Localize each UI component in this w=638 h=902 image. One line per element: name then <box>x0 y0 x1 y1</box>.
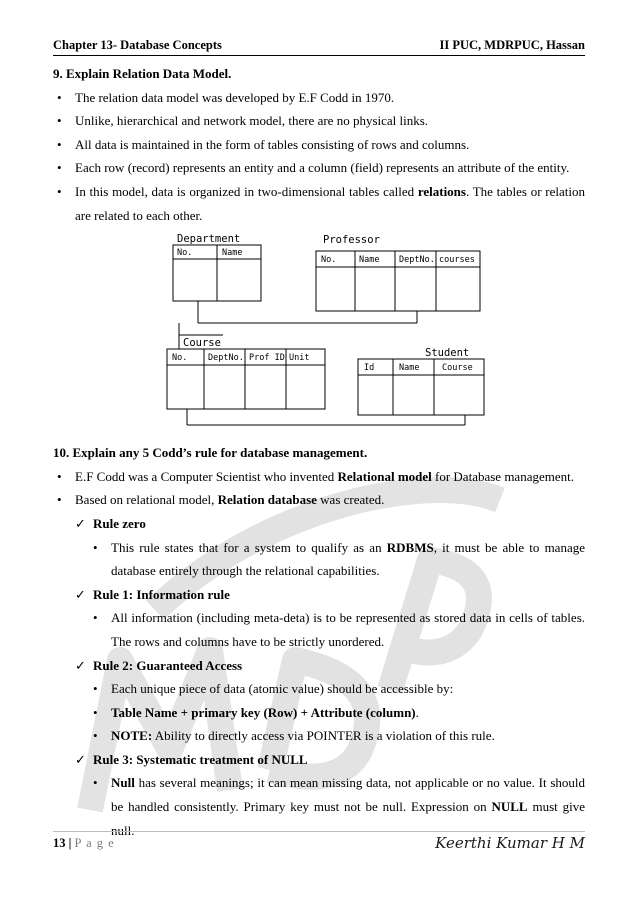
department-col-name: Name <box>222 248 243 259</box>
author-name: Keerthi Kumar H M <box>435 834 585 852</box>
course-col-unit: Unit <box>289 353 310 364</box>
department-col-no: No. <box>177 248 193 259</box>
relation-diagram-svg <box>53 231 585 435</box>
q9-bullet-4: • Each row (record) represents an entity and a column (field) represents an attribute of the entity. <box>53 156 585 180</box>
rule-3-heading: ✓ Rule 3: Systematic treatment of NULL <box>53 748 585 772</box>
student-col-name: Name <box>399 363 420 374</box>
checkmark-icon: ✓ <box>75 657 86 673</box>
page-number: 13 | P a g e <box>53 836 115 850</box>
header-chapter: Chapter 13- Database Concepts <box>53 38 222 52</box>
checkmark-icon: ✓ <box>75 751 86 767</box>
professor-col-no: No. <box>321 255 337 266</box>
rule-3-text: • Null has several meanings; it can mean missing data, not applicable or no value. It should be handled consistently. Primary key must not be null. Expression on NULL must give null. <box>53 771 585 842</box>
course-col-no: No. <box>172 353 188 364</box>
rule-2-bullet-1: • Each unique piece of data (atomic value) should be accessible by: <box>53 677 585 701</box>
connector-course-student <box>187 409 465 425</box>
q9-bullet-3: • All data is maintained in the form of tables consisting of rows and columns. <box>53 133 585 157</box>
rule-2-bullet-2: • Table Name + primary key (Row) + Attribute (column). <box>53 701 585 725</box>
student-col-id: Id <box>364 363 375 374</box>
header-divider <box>53 55 585 56</box>
header-institution: II PUC, MDRPUC, Hassan <box>439 38 585 52</box>
professor-title: Professor <box>323 234 380 247</box>
q9-bullet-2: • Unlike, hierarchical and network model, there are no physical links. <box>53 109 585 133</box>
rule-2-heading: ✓ Rule 2: Guaranteed Access <box>53 654 585 678</box>
course-col-profid: Prof ID <box>249 353 285 364</box>
page-footer <box>53 836 585 856</box>
q10-bullet-1: • E.F Codd was a Computer Scientist who invented Relational model for Database management. <box>53 465 585 489</box>
page-content <box>53 62 585 842</box>
q10-bullet-2: • Based on relational model, Relation database was created. <box>53 488 585 512</box>
rule-2-bullet-3: • NOTE: Ability to directly access via POINTER is a violation of this rule. <box>53 724 585 748</box>
checkmark-icon: ✓ <box>75 586 86 602</box>
course-col-deptno: DeptNo. <box>208 353 244 364</box>
question-10-heading: 10. Explain any 5 Codd’s rule for database management. <box>53 445 368 461</box>
professor-col-name: Name <box>359 255 380 266</box>
student-col-course: Course <box>442 363 473 374</box>
department-title: Department <box>177 233 241 246</box>
rule-1-heading: ✓ Rule 1: Information rule <box>53 583 585 607</box>
course-title: Course <box>183 337 221 350</box>
rule-1-text: • All information (including meta-deta) is to be represented as stored data in cells of tables. The rows and columns have to be strictly unordered. <box>53 606 585 653</box>
rule-zero-text: • This rule states that for a system to qualify as an RDBMS, it must be able to manage database entirely through the relational capabilities. <box>53 536 585 583</box>
q9-bullet-1: • The relation data model was developed by E.F Codd in 1970. <box>53 86 585 110</box>
rule-zero-heading: ✓ Rule zero <box>53 512 585 536</box>
student-title: Student <box>425 347 470 360</box>
page-header <box>53 34 585 54</box>
question-9-heading: 9. Explain Relation Data Model. <box>53 66 232 81</box>
relation-diagram <box>53 231 585 435</box>
q9-bullet-5: • In this model, data is organized in two-dimensional tables called relations. The tables or relation are related to each other. <box>53 180 585 227</box>
footer-divider <box>53 831 585 832</box>
checkmark-icon: ✓ <box>75 515 86 531</box>
professor-col-deptno: DeptNo. <box>399 255 435 266</box>
connector-dept-prof <box>179 301 417 335</box>
professor-col-courses: courses <box>439 255 475 266</box>
